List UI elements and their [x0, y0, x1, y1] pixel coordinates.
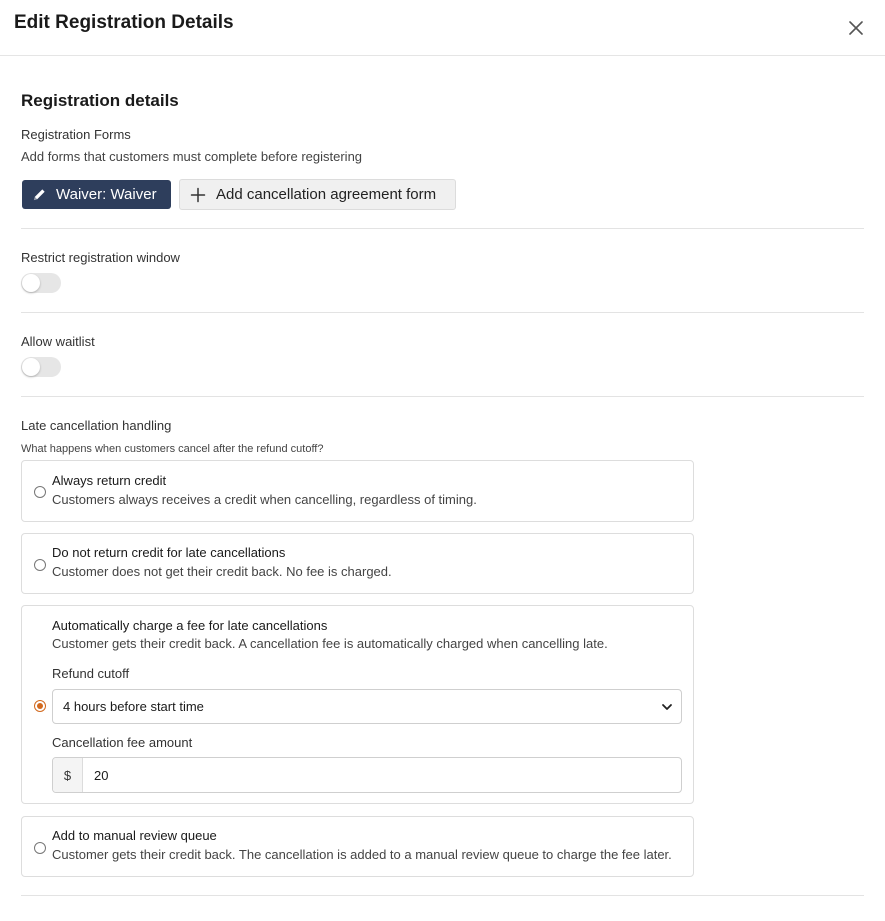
- radio-manual-review-queue[interactable]: [34, 842, 46, 854]
- waiver-form-button-label: Waiver: Waiver: [56, 186, 157, 203]
- late-cancellation-label: Late cancellation handling: [21, 418, 172, 433]
- toggle-knob: [22, 358, 40, 376]
- registration-forms-label: Registration Forms: [21, 127, 131, 142]
- add-cancellation-form-label: Add cancellation agreement form: [216, 186, 437, 203]
- option-title: Always return credit: [52, 473, 167, 488]
- divider: [21, 312, 864, 313]
- chevron-down-icon: [661, 701, 673, 713]
- radio-auto-charge-fee[interactable]: [34, 700, 46, 712]
- cancellation-fee-field[interactable]: [52, 757, 682, 793]
- option-title: Do not return credit for late cancellations: [52, 545, 286, 560]
- divider: [21, 396, 864, 397]
- cancellation-fee-label: Cancellation fee amount: [52, 735, 193, 750]
- option-description: Customer gets their credit back. The cancellation is added to a manual review queue to charge the fee later.: [52, 847, 672, 862]
- divider: [21, 228, 864, 229]
- divider: [21, 895, 864, 896]
- refund-cutoff-select[interactable]: [52, 689, 682, 724]
- section-title: Registration details: [21, 91, 179, 110]
- toggle-knob: [22, 274, 40, 292]
- currency-prefix: $: [53, 758, 83, 792]
- allow-waitlist-toggle[interactable]: [21, 357, 61, 377]
- close-button[interactable]: [844, 16, 868, 40]
- add-cancellation-form-button[interactable]: [179, 179, 456, 210]
- radio-always-return-credit[interactable]: [34, 486, 46, 498]
- restrict-window-label: Restrict registration window: [21, 250, 180, 265]
- registration-forms-description: Add forms that customers must complete before registering: [21, 149, 363, 164]
- refund-cutoff-label: Refund cutoff: [52, 666, 130, 681]
- waiver-form-button[interactable]: [22, 180, 171, 209]
- option-title: Automatically charge a fee for late cancellations: [52, 618, 328, 633]
- allow-waitlist-label: Allow waitlist: [21, 334, 95, 349]
- restrict-window-toggle[interactable]: [21, 273, 61, 293]
- option-description: Customer gets their credit back. A cancellation fee is automatically charged when cancelling late.: [52, 636, 608, 651]
- modal-title: Edit Registration Details: [14, 12, 234, 33]
- pencil-icon: [32, 187, 47, 202]
- radio-no-return-credit[interactable]: [34, 559, 46, 571]
- option-auto-charge-fee[interactable]: [21, 605, 694, 804]
- option-no-return-credit[interactable]: [21, 533, 694, 594]
- cancellation-fee-input[interactable]: [84, 758, 680, 792]
- option-manual-review-queue[interactable]: [21, 816, 694, 877]
- late-cancellation-description: What happens when customers cancel after the refund cutoff?: [21, 443, 324, 455]
- modal-header: [0, 0, 885, 56]
- option-description: Customers always receives a credit when cancelling, regardless of timing.: [52, 492, 477, 507]
- option-always-return-credit[interactable]: [21, 460, 694, 522]
- plus-icon: [190, 187, 206, 203]
- close-icon: [849, 21, 863, 35]
- refund-cutoff-value: 4 hours before start time: [63, 699, 204, 714]
- option-title: Add to manual review queue: [52, 828, 217, 843]
- option-description: Customer does not get their credit back. No fee is charged.: [52, 564, 392, 579]
